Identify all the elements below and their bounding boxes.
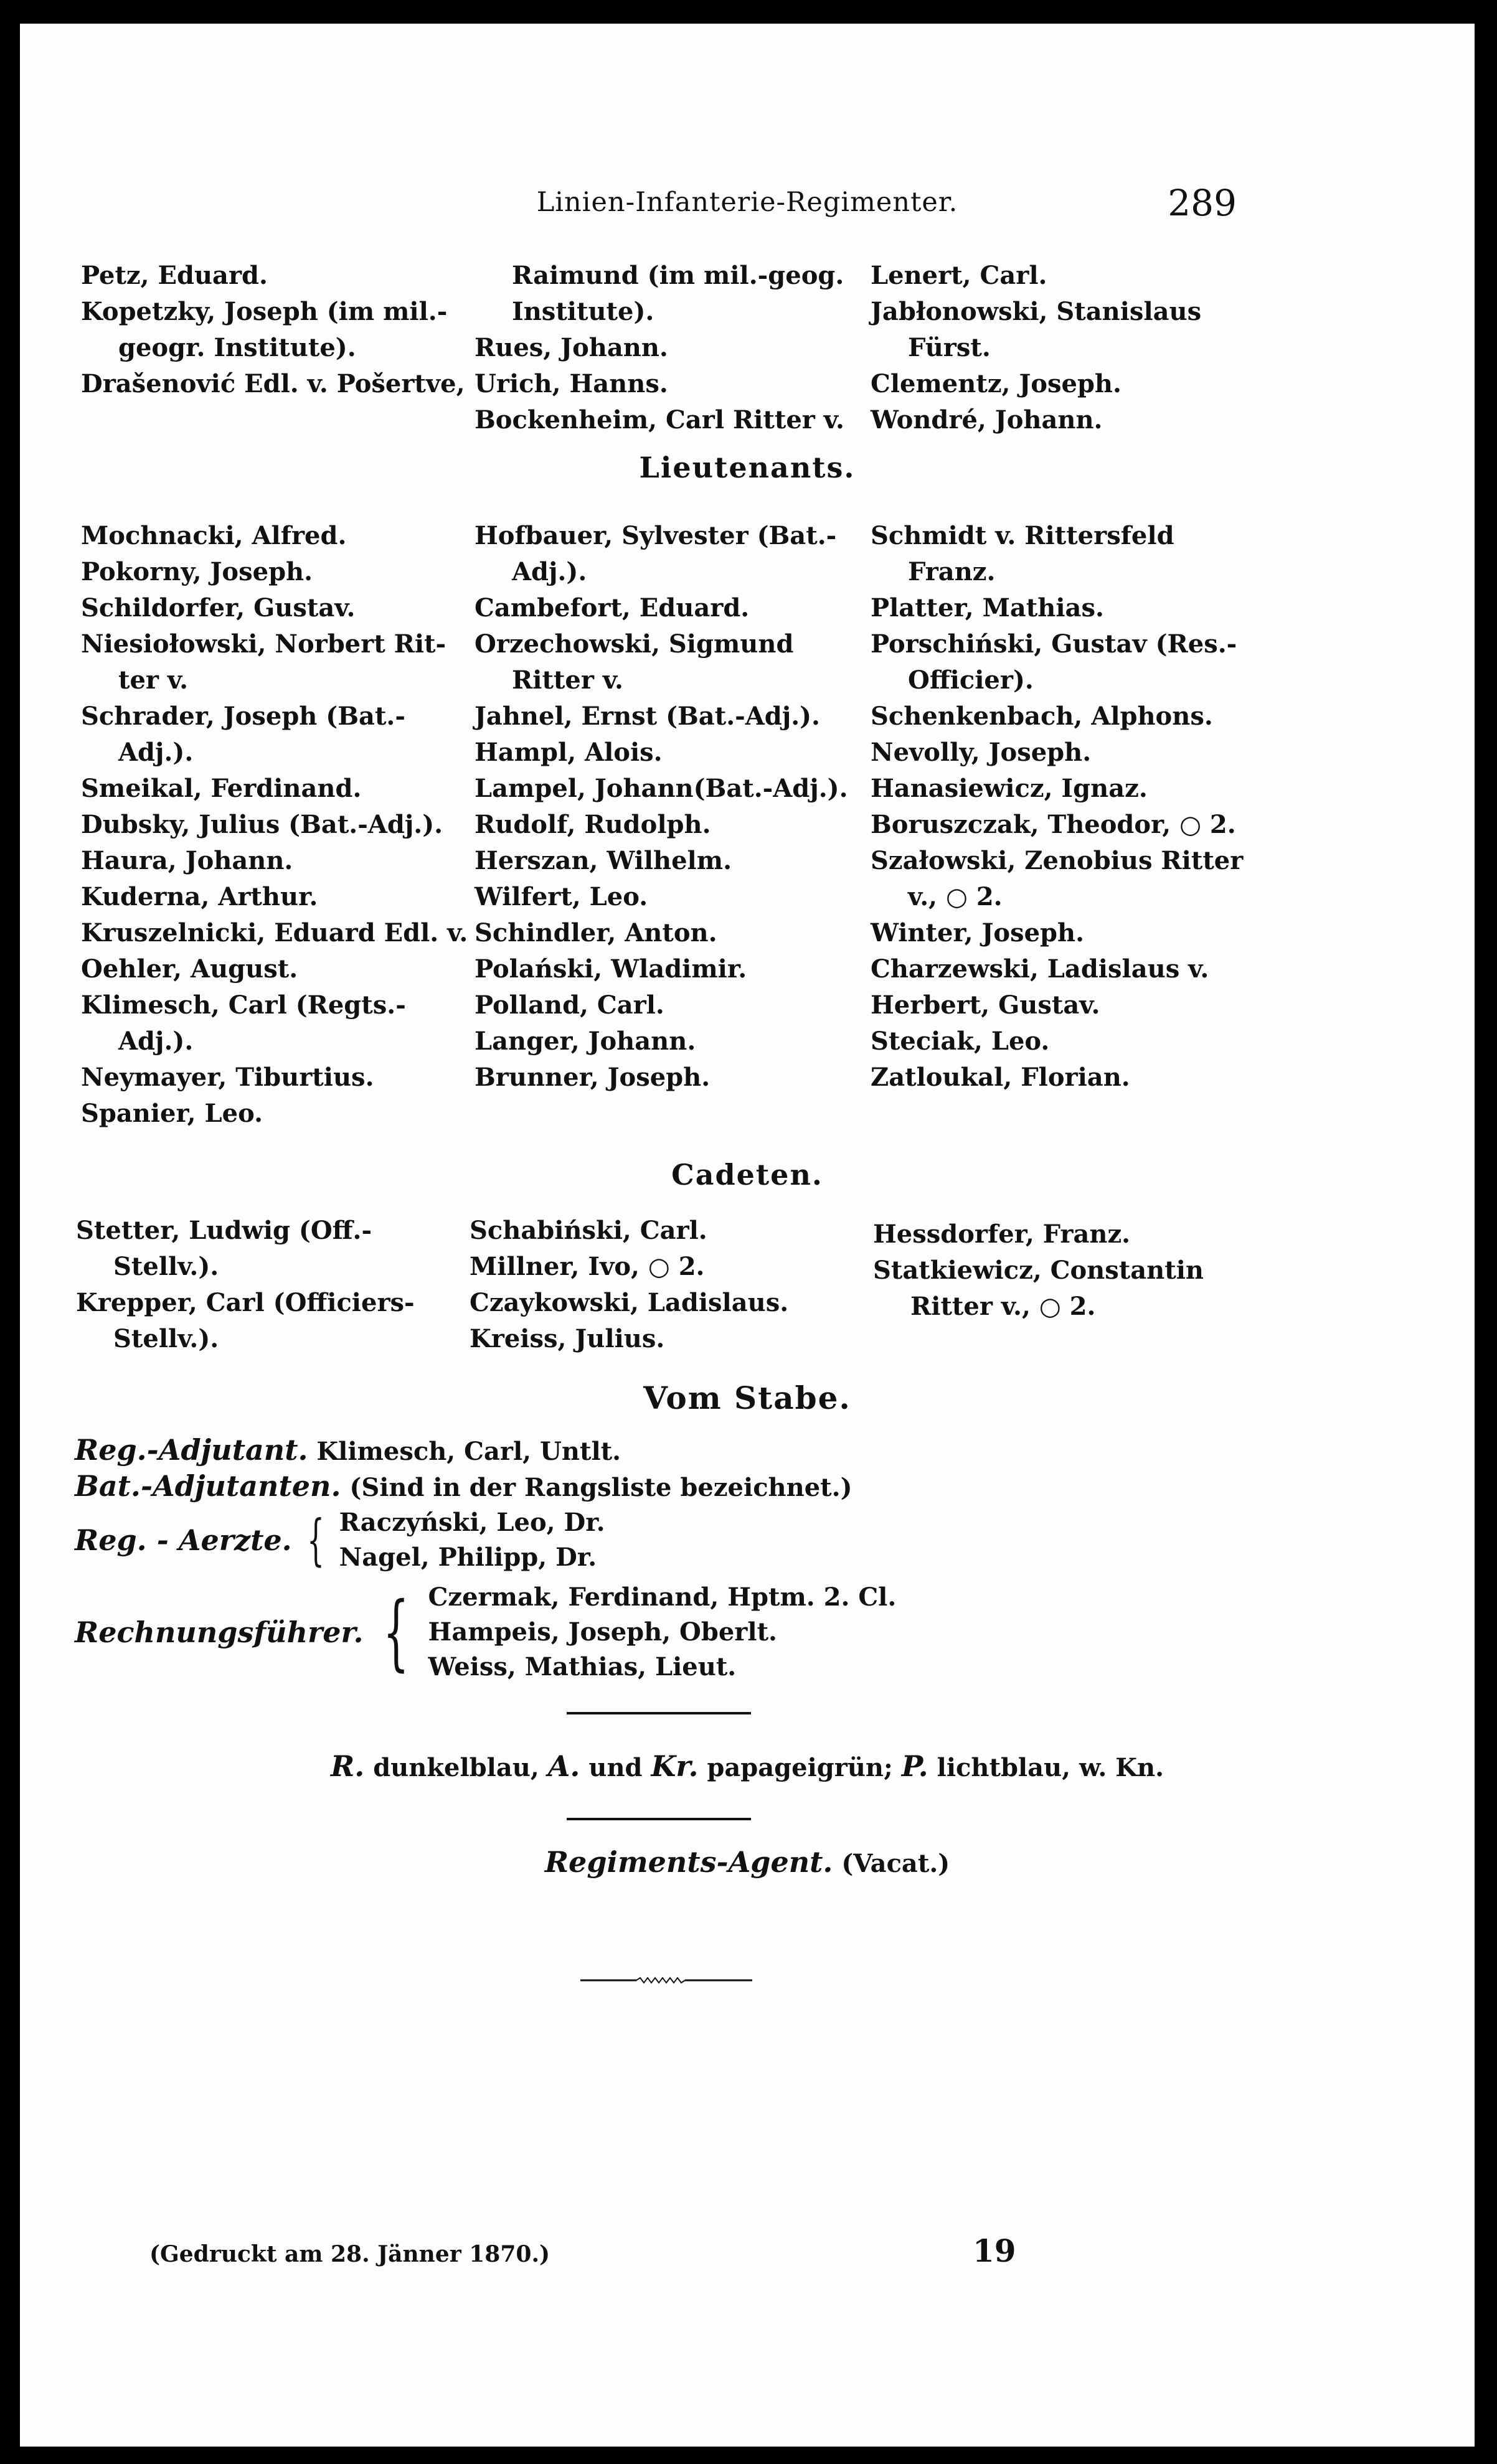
lieutenants-col-2 (475, 518, 861, 1096)
entry: Schenkenbach, Alphons. (871, 702, 1213, 731)
entry: Niesiołowski, Norbert Rit- (81, 629, 446, 659)
entry: Kopetzky, Joseph (im mil.- (81, 297, 448, 326)
staff-bat-adjutanten (75, 1469, 852, 1503)
regiments-agent-line (20, 1845, 1475, 1879)
entry: Schmidt v. Rittersfeld (871, 521, 1174, 550)
staff-reg-adjutant (75, 1433, 621, 1467)
entry: Wondré, Johann. (871, 405, 1103, 435)
entry: Jahnel, Ernst (Bat.-Adj.). (475, 702, 820, 731)
staff-value: Czermak, Ferdinand, Hptm. 2. Cl. (428, 1582, 897, 1612)
staff-value: Hampeis, Joseph, Oberlt. (428, 1617, 777, 1647)
entry: Czaykowski, Ladislaus. (470, 1288, 789, 1317)
entry: Winter, Joseph. (871, 918, 1084, 948)
entry: Steciak, Leo. (871, 1027, 1050, 1056)
abbr-a: A. (547, 1749, 580, 1783)
entry: Petz, Eduard. (81, 261, 268, 290)
entry: Jabłonowski, Stanislaus (871, 297, 1202, 326)
entry: Wilfert, Leo. (475, 882, 648, 911)
entry: Porschiński, Gustav (Res.- (871, 629, 1237, 659)
entry: Millner, Ivo, ○ 2. (470, 1252, 705, 1281)
entry: Krepper, Carl (Officiers- (76, 1288, 415, 1317)
abbr-kr: Kr. (651, 1749, 699, 1783)
staff-value: Nagel, Philipp, Dr. (339, 1543, 597, 1572)
divider (567, 1712, 751, 1714)
top-col-2 (475, 258, 861, 438)
staff-rechnungsfuehrer (75, 1580, 896, 1685)
entry: Lampel, Johann(Bat.-Adj.). (475, 774, 848, 803)
entry: Polland, Carl. (475, 990, 664, 1020)
entry: geogr. Institute). (118, 333, 356, 362)
uniform-colors-line (20, 1749, 1475, 1783)
entry: Raimund (im mil.-geog. (512, 261, 844, 290)
staff-value: Raczyński, Leo, Dr. (339, 1508, 605, 1537)
entry: Boruszczak, Theodor, ○ 2. (871, 810, 1236, 839)
entry: Dubsky, Julius (Bat.-Adj.). (81, 810, 443, 839)
text: papageigrün; (707, 1753, 893, 1782)
abbr-r: R. (331, 1749, 365, 1783)
staff-label: Reg.-Adjutant. (75, 1433, 308, 1467)
entry: Brunner, Joseph. (475, 1063, 711, 1092)
running-title: Linien-Infanterie-Regimenter. (536, 187, 958, 218)
entry: Herbert, Gustav. (871, 990, 1100, 1020)
entry: Adj.). (118, 1027, 194, 1056)
top-col-3 (871, 258, 1257, 438)
entry: Szałowski, Zenobius Ritter (871, 846, 1244, 875)
entry: Institute). (512, 297, 654, 326)
entry: Stellv.). (113, 1324, 219, 1353)
entry: ter v. (118, 665, 189, 695)
staff-label: Rechnungsführer. (75, 1615, 364, 1649)
lieutenants-col-1 (81, 518, 467, 1132)
cadeten-col-1 (76, 1213, 462, 1357)
text: lichtblau, w. Kn. (937, 1753, 1164, 1782)
entry: Urich, Hanns. (475, 369, 668, 398)
entry: Mochnacki, Alfred. (81, 521, 347, 550)
entry: Fürst. (908, 333, 991, 362)
entry: Lenert, Carl. (871, 261, 1047, 290)
entry: Officier). (908, 665, 1034, 695)
page-header (20, 182, 1475, 230)
entry: Kruszelnicki, Eduard Edl. v. (81, 918, 468, 948)
entry: Stetter, Ludwig (Off.- (76, 1216, 372, 1245)
entry: Haura, Johann. (81, 846, 293, 875)
entry: Stellv.). (113, 1252, 219, 1281)
document-page (20, 24, 1475, 2447)
staff-label: Reg. - Aerzte. (75, 1523, 292, 1557)
cadeten-col-3 (873, 1216, 1265, 1325)
entry: Charzewski, Ladislaus v. (871, 954, 1209, 984)
staff-list (339, 1505, 605, 1575)
brace-icon: { (382, 1584, 409, 1680)
ornamental-divider-icon (580, 1976, 752, 1985)
staff-value: Klimesch, Carl, Untlt. (316, 1437, 621, 1466)
staff-reg-aerzte (75, 1505, 605, 1575)
entry: Bockenheim, Carl Ritter v. (475, 405, 844, 435)
entry: Schabiński, Carl. (470, 1216, 707, 1245)
staff-value: Weiss, Mathias, Lieut. (428, 1652, 737, 1681)
abbr-p: P. (901, 1749, 928, 1783)
entry: Cambefort, Eduard. (475, 593, 750, 623)
entry: Hofbauer, Sylvester (Bat.- (475, 521, 837, 550)
entry: Langer, Johann. (475, 1027, 696, 1056)
entry: Platter, Mathias. (871, 593, 1104, 623)
agent-label: Regiments-Agent. (544, 1845, 833, 1879)
entry: Herszan, Wilhelm. (475, 846, 732, 875)
text: und (588, 1753, 643, 1782)
text: dunkelblau, (373, 1753, 539, 1782)
entry: Polański, Wladimir. (475, 954, 747, 984)
print-date: (Gedruckt am 28. Jänner 1870.) (149, 2241, 550, 2267)
entry: Schildorfer, Gustav. (81, 593, 356, 623)
sheet-number: 19 (973, 2232, 1016, 2269)
entry: Adj.). (118, 738, 194, 767)
entry: Ritter v., ○ 2. (910, 1292, 1096, 1321)
entry: Klimesch, Carl (Regts.- (81, 990, 406, 1020)
entry: Drašenović Edl. v. Pošertve, (81, 369, 465, 398)
divider (567, 1818, 751, 1820)
entry: Hampl, Alois. (475, 738, 663, 767)
entry: Ritter v. (512, 665, 623, 695)
section-heading-staff: Vom Stabe. (643, 1380, 851, 1416)
entry: Rudolf, Rudolph. (475, 810, 711, 839)
brace-icon: { (306, 1508, 324, 1572)
entry: Rues, Johann. (475, 333, 668, 362)
entry: Smeikal, Ferdinand. (81, 774, 362, 803)
entry: Schrader, Joseph (Bat.- (81, 702, 405, 731)
entry: Spanier, Leo. (81, 1099, 263, 1128)
entry: Nevolly, Joseph. (871, 738, 1092, 767)
top-col-1 (81, 258, 467, 402)
cadeten-col-2 (470, 1213, 856, 1357)
entry: Clementz, Joseph. (871, 369, 1122, 398)
agent-value: (Vacat.) (841, 1849, 950, 1878)
entry: Hanasiewicz, Ignaz. (871, 774, 1148, 803)
entry: Adj.). (512, 557, 587, 586)
lieutenants-col-3 (871, 518, 1263, 1096)
staff-list (428, 1580, 897, 1685)
entry: Oehler, August. (81, 954, 298, 984)
entry: Schindler, Anton. (475, 918, 717, 948)
entry: Statkiewicz, Constantin (873, 1256, 1204, 1285)
entry: Zatloukal, Florian. (871, 1063, 1130, 1092)
entry: Orzechowski, Sigmund (475, 629, 794, 659)
section-heading-cadeten: Cadeten. (671, 1158, 823, 1192)
entry: Pokorny, Joseph. (81, 557, 313, 586)
entry: Hessdorfer, Franz. (873, 1220, 1131, 1249)
entry: Kreiss, Julius. (470, 1324, 665, 1353)
entry: Neymayer, Tiburtius. (81, 1063, 374, 1092)
staff-value: (Sind in der Rangsliste bezeichnet.) (349, 1473, 852, 1502)
entry: Franz. (908, 557, 996, 586)
entry: v., ○ 2. (908, 882, 1003, 911)
page-number: 289 (1168, 182, 1237, 224)
staff-label: Bat.-Adjutanten. (75, 1469, 341, 1503)
entry: Kuderna, Arthur. (81, 882, 318, 911)
section-heading-lieutenants: Lieutenants. (639, 451, 856, 484)
